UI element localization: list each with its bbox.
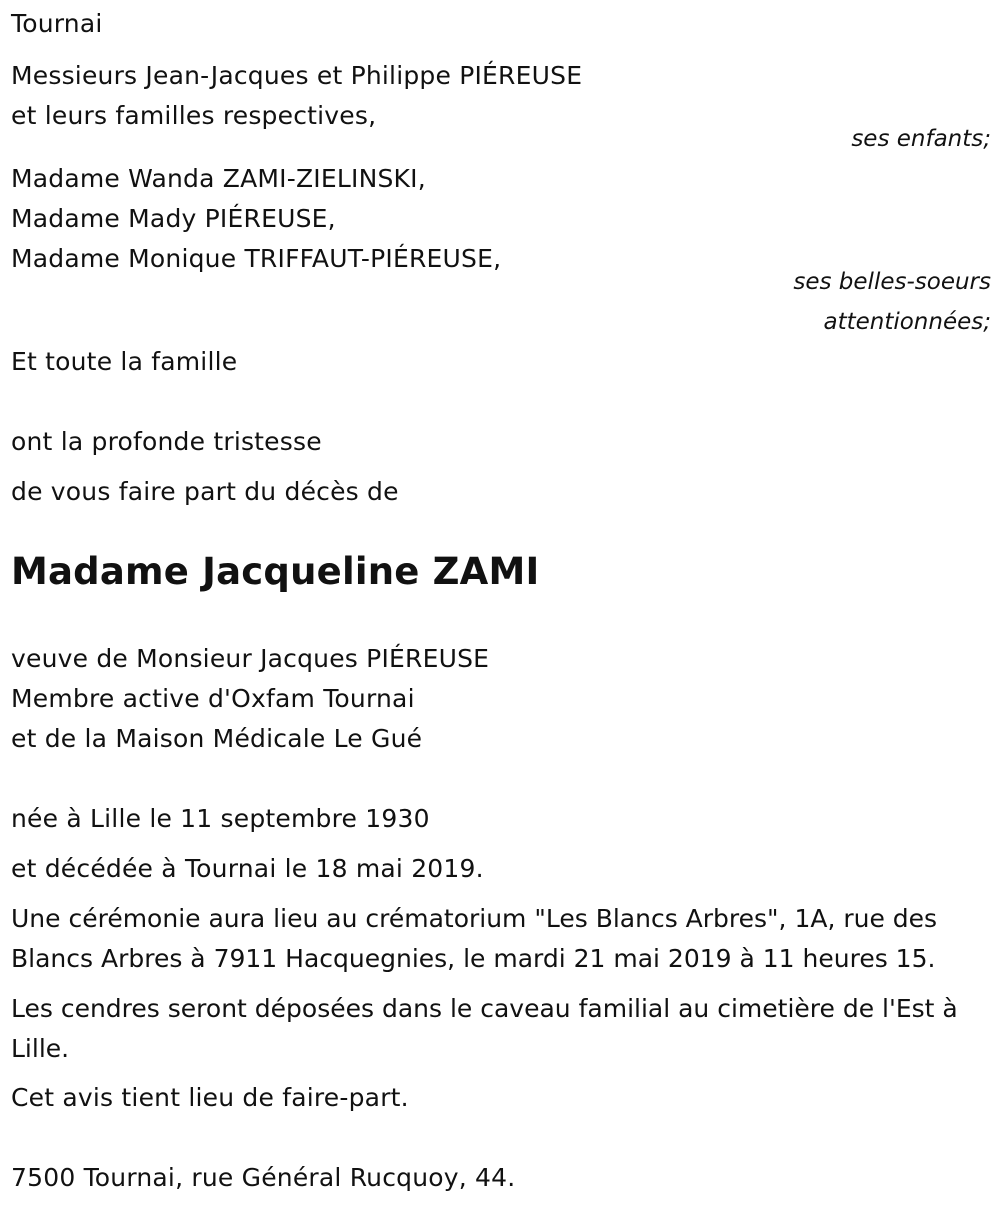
sister-in-law-3: Madame Monique TRIFFAUT-PIÉREUSE, xyxy=(11,244,502,273)
deceased-name: Madame Jacqueline ZAMI xyxy=(11,550,540,593)
children-line-1: Messieurs Jean-Jacques et Philippe PIÉREUSE xyxy=(11,61,583,90)
notice-line: Cet avis tient lieu de faire-part. xyxy=(11,1083,409,1112)
address-line: 7500 Tournai, rue Général Rucquoy, 44. xyxy=(11,1163,516,1192)
sisters-in-law-label-2: attentionnées; xyxy=(823,309,991,335)
city: Tournai xyxy=(11,9,103,38)
announcement-line-1: ont la profonde tristesse xyxy=(11,427,322,456)
announcement-line-2: de vous faire part du décès de xyxy=(11,477,399,506)
sister-in-law-1: Madame Wanda ZAMI-ZIELINSKI, xyxy=(11,164,426,193)
sister-in-law-2: Madame Mady PIÉREUSE, xyxy=(11,204,336,233)
death-line: et décédée à Tournai le 18 mai 2019. xyxy=(11,854,484,883)
family-line: Et toute la famille xyxy=(11,347,238,376)
children-label: ses enfants; xyxy=(851,126,991,152)
birth-line: née à Lille le 11 septembre 1930 xyxy=(11,804,430,833)
ceremony-paragraph: Une cérémonie aura lieu au crématorium "Les Blancs Arbres", 1A, rue des Blancs Arbres à 7911 Hacquegnies, le mardi 21 mai 2019 à 11 heures 15. xyxy=(11,904,938,973)
details-line-3: et de la Maison Médicale Le Gué xyxy=(11,724,423,753)
children-line-2: et leurs familles respectives, xyxy=(11,101,377,130)
details-line-2: Membre active d'Oxfam Tournai xyxy=(11,684,415,713)
details-line-1: veuve de Monsieur Jacques PIÉREUSE xyxy=(11,644,490,673)
sisters-in-law-label-1: ses belles-soeurs xyxy=(793,269,991,295)
ashes-paragraph: Les cendres seront déposées dans le caveau familial au cimetière de l'Est à Lille. xyxy=(11,994,958,1063)
